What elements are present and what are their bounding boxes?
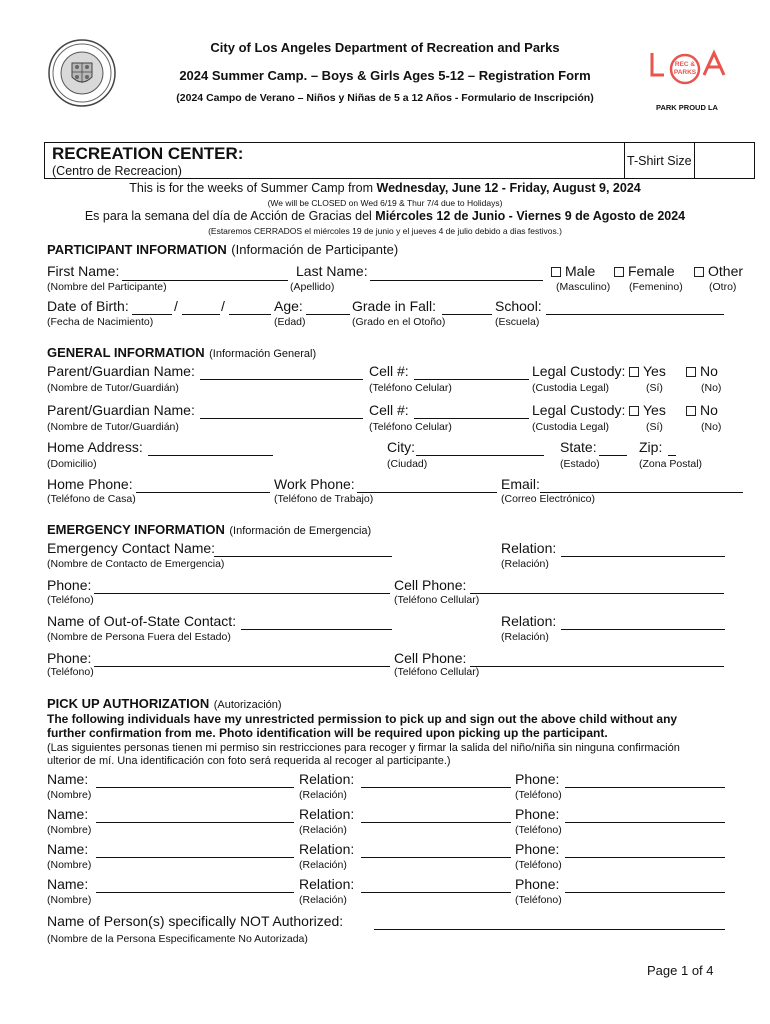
- guardian1-cell-label-es: (Teléfono Celular): [369, 382, 452, 394]
- pickup4-phone-label-es: (Teléfono): [515, 894, 562, 906]
- home-address-label-es: (Domicilio): [47, 458, 97, 470]
- female-label-es: (Femenino): [629, 281, 683, 293]
- pickup4-phone-label: Phone:: [515, 876, 560, 892]
- camp-closed-note: (We will be CLOSED on Wed 6/19 & Thur 7/4 due to Holidays): [267, 198, 503, 208]
- not-authorized-field[interactable]: [374, 929, 725, 930]
- pickup-statement-es-2: ulterior de mí. Una identificación con foto será requerida al recoger al participante.): [47, 755, 451, 767]
- oos-contact-label-es: (Nombre de Persona Fuera del Estado): [47, 631, 231, 643]
- pickup4-name-label: Name:: [47, 876, 89, 892]
- guardian2-yes-checkbox[interactable]: [629, 406, 639, 416]
- form-org-title: City of Los Angeles Department of Recreation and Parks: [210, 40, 560, 55]
- female-option[interactable]: Female: [614, 263, 675, 279]
- zip-label: Zip:: [639, 439, 663, 455]
- dob-slash-2: /: [221, 298, 225, 314]
- pickup2-relation-label: Relation:: [299, 806, 355, 822]
- pickup3-relation-field[interactable]: [361, 857, 511, 858]
- oos-relation-label-es: (Relación): [501, 631, 549, 643]
- grade-label-es: (Grado en el Otoño): [352, 316, 446, 328]
- home-phone-label: Home Phone:: [47, 476, 133, 492]
- pickup2-name-label-es: (Nombre): [47, 824, 92, 836]
- pickup-section-heading: PICK UP AUTHORIZATION (Autorización): [47, 696, 282, 711]
- oos-cell-label-es: (Teléfono Cellular): [394, 666, 480, 678]
- oos-contact-field[interactable]: [241, 629, 392, 630]
- guardian1-no-checkbox[interactable]: [686, 367, 696, 377]
- work-phone-label-es: (Teléfono de Trabajo): [274, 493, 374, 505]
- emergency-relation-label-es: (Relación): [501, 558, 549, 570]
- pickup1-relation-label: Relation:: [299, 771, 355, 787]
- pickup1-relation-label-es: (Relación): [299, 789, 347, 801]
- guardian2-no-es: (No): [701, 421, 722, 433]
- pickup3-phone-field[interactable]: [565, 857, 725, 858]
- emergency-cell-label: Cell Phone:: [394, 577, 467, 593]
- last-name-field[interactable]: [370, 280, 543, 281]
- zip-field[interactable]: [668, 455, 676, 456]
- oos-relation-field[interactable]: [561, 629, 725, 630]
- pickup3-name-label: Name:: [47, 841, 89, 857]
- state-label: State:: [560, 439, 597, 455]
- guardian1-custody-yes[interactable]: Yes: [629, 363, 666, 379]
- pickup1-phone-label: Phone:: [515, 771, 560, 787]
- dob-year-field[interactable]: [229, 314, 271, 315]
- grade-field[interactable]: [442, 314, 492, 315]
- age-label-es: (Edad): [274, 316, 306, 328]
- other-label-es: (Otro): [709, 281, 737, 293]
- pickup3-phone-label: Phone:: [515, 841, 560, 857]
- emergency-relation-field[interactable]: [561, 556, 725, 557]
- pickup4-phone-field[interactable]: [565, 892, 725, 893]
- other-option[interactable]: Other: [694, 263, 743, 279]
- pickup2-relation-field[interactable]: [361, 822, 511, 823]
- guardian2-yes-es: (Sí): [646, 421, 663, 433]
- pickup1-name-label-es: (Nombre): [47, 789, 92, 801]
- other-checkbox[interactable]: [694, 267, 704, 277]
- oos-cell-label: Cell Phone:: [394, 650, 467, 666]
- oos-phone-label-es: (Teléfono): [47, 666, 94, 678]
- pickup3-phone-label-es: (Teléfono): [515, 859, 562, 871]
- guardian2-cell-label: Cell #:: [369, 402, 409, 418]
- city-label-es: (Ciudad): [387, 458, 428, 470]
- pickup3-relation-label-es: (Relación): [299, 859, 347, 871]
- form-title-es: (2024 Campo de Verano – Niños y Niñas de 5 a 12 Años - Formulario de Inscripción): [176, 92, 594, 104]
- form-title: 2024 Summer Camp. – Boys & Girls Ages 5-12 – Registration Form: [179, 68, 591, 83]
- pickup4-relation-label-es: (Relación): [299, 894, 347, 906]
- camp-weeks-text: This is for the weeks of Summer Camp from Wednesday, June 12 - Friday, August 9, 2024: [129, 181, 641, 195]
- last-name-label-es: (Apellido): [290, 281, 335, 293]
- recreation-center-label-es: (Centro de Recreacion): [52, 164, 182, 178]
- camp-weeks-text-es: Es para la semana del día de Acción de Gracias del Miércoles 12 de Junio - Viernes 9 de Agosto de 2024: [84, 209, 686, 223]
- rec-parks-la-logo: [648, 49, 730, 95]
- pickup1-phone-field[interactable]: [565, 787, 725, 788]
- dob-month-field[interactable]: [132, 314, 172, 315]
- guardian2-custody-no[interactable]: No: [686, 402, 718, 418]
- work-phone-label: Work Phone:: [274, 476, 355, 492]
- guardian2-name-label: Parent/Guardian Name:: [47, 402, 195, 418]
- grade-label: Grade in Fall:: [352, 298, 437, 314]
- pickup2-phone-label: Phone:: [515, 806, 560, 822]
- guardian1-name-label-es: (Nombre de Tutor/Guardián): [47, 382, 179, 394]
- pickup1-relation-field[interactable]: [361, 787, 511, 788]
- emergency-contact-label-es: (Nombre de Contacto de Emergencia): [47, 558, 225, 570]
- emergency-phone-label-es: (Teléfono): [47, 594, 94, 606]
- school-label-es: (Escuela): [495, 316, 540, 328]
- pickup1-phone-label-es: (Teléfono): [515, 789, 562, 801]
- guardian1-custody-label-es: (Custodia Legal): [532, 382, 610, 394]
- pickup2-phone-label-es: (Teléfono): [515, 824, 562, 836]
- oos-phone-field[interactable]: [94, 666, 390, 667]
- home-phone-label-es: (Teléfono de Casa): [47, 493, 136, 505]
- guardian1-cell-label: Cell #:: [369, 363, 409, 379]
- guardian2-cell-field[interactable]: [414, 418, 529, 419]
- first-name-label: First Name:: [47, 263, 120, 279]
- female-checkbox[interactable]: [614, 267, 624, 277]
- pickup2-relation-label-es: (Relación): [299, 824, 347, 836]
- tshirt-size-label: T-Shirt Size: [627, 154, 692, 168]
- pickup4-name-field[interactable]: [96, 892, 294, 893]
- dob-day-field[interactable]: [182, 314, 220, 315]
- city-field[interactable]: [416, 455, 544, 456]
- logo-line1: REC &: [674, 61, 696, 68]
- guardian1-name-label: Parent/Guardian Name:: [47, 363, 195, 379]
- pickup3-relation-label: Relation:: [299, 841, 355, 857]
- home-address-field[interactable]: [148, 455, 273, 456]
- pickup-statement-2: further confirmation from me. Photo identification will be required upon picking up the participant.: [47, 726, 608, 740]
- email-label-es: (Correo Electrónico): [501, 493, 595, 505]
- state-field[interactable]: [599, 455, 627, 456]
- emergency-contact-field[interactable]: [214, 556, 392, 557]
- participant-section-heading: PARTICIPANT INFORMATION (Información de Participante): [47, 242, 399, 257]
- first-name-label-es: (Nombre del Participante): [47, 281, 167, 293]
- page-number: Page 1 of 4: [647, 963, 714, 978]
- guardian2-custody-label: Legal Custody:: [532, 402, 626, 418]
- male-label-es: (Masculino): [556, 281, 611, 293]
- guardian2-no-checkbox[interactable]: [686, 406, 696, 416]
- pickup4-name-label-es: (Nombre): [47, 894, 92, 906]
- pickup1-name-field[interactable]: [96, 787, 294, 788]
- pickup3-name-label-es: (Nombre): [47, 859, 92, 871]
- emergency-phone-field[interactable]: [94, 593, 390, 594]
- guardian1-name-field[interactable]: [200, 379, 363, 380]
- emergency-cell-label-es: (Teléfono Cellular): [394, 594, 480, 606]
- recreation-center-label: RECREATION CENTER:: [52, 144, 244, 163]
- guardian1-yes-checkbox[interactable]: [629, 367, 639, 377]
- not-authorized-label: Name of Person(s) specifically NOT Authorized:: [47, 913, 344, 929]
- pickup1-name-label: Name:: [47, 771, 89, 787]
- age-field[interactable]: [306, 314, 350, 315]
- city-label: City:: [387, 439, 415, 455]
- guardian1-custody-no[interactable]: No: [686, 363, 718, 379]
- guardian1-yes-es: (Sí): [646, 382, 663, 394]
- emergency-phone-label: Phone:: [47, 577, 92, 593]
- guardian2-custody-yes[interactable]: Yes: [629, 402, 666, 418]
- guardian1-cell-field[interactable]: [414, 379, 529, 380]
- home-address-label: Home Address:: [47, 439, 143, 455]
- general-section-heading: GENERAL INFORMATION (Información General): [47, 345, 317, 360]
- pickup4-relation-field[interactable]: [361, 892, 511, 893]
- guardian2-custody-label-es: (Custodia Legal): [532, 421, 610, 433]
- age-label: Age:: [274, 298, 303, 314]
- camp-closed-note-es: (Estaremos CERRADOS el miércoles 19 de junio y el jueves 4 de julio debido a dias festivos.): [208, 226, 562, 236]
- zip-label-es: (Zona Postal): [639, 458, 703, 470]
- oos-relation-label: Relation:: [501, 613, 557, 629]
- pickup2-phone-field[interactable]: [565, 822, 725, 823]
- school-label: School:: [495, 298, 542, 314]
- dob-label: Date of Birth:: [47, 298, 129, 314]
- school-field[interactable]: [546, 314, 724, 315]
- guardian2-cell-label-es: (Teléfono Celular): [369, 421, 452, 433]
- not-authorized-label-es: (Nombre de la Persona Especificamente No Autorizada): [47, 933, 308, 945]
- pickup3-name-field[interactable]: [96, 857, 294, 858]
- pickup2-name-label: Name:: [47, 806, 89, 822]
- emergency-contact-label: Emergency Contact Name:: [47, 540, 216, 556]
- male-checkbox[interactable]: [551, 267, 561, 277]
- guardian2-name-label-es: (Nombre de Tutor/Guardián): [47, 421, 179, 433]
- pickup-statement-es-1: (Las siguientes personas tienen mi permiso sin restricciones para recoger y firmar la salida del niño/niña sin ninguna confirmación: [47, 742, 680, 754]
- guardian1-no-es: (No): [701, 382, 722, 394]
- emergency-section-heading: EMERGENCY INFORMATION (Información de Emergencia): [47, 522, 372, 537]
- logo-line2: PARKS: [673, 69, 697, 76]
- guardian1-custody-label: Legal Custody:: [532, 363, 626, 379]
- male-option[interactable]: Male: [551, 263, 595, 279]
- oos-phone-label: Phone:: [47, 650, 92, 666]
- emergency-relation-label: Relation:: [501, 540, 557, 556]
- state-label-es: (Estado): [560, 458, 600, 470]
- pickup2-name-field[interactable]: [96, 822, 294, 823]
- logo-tagline: PARK PROUD LA: [656, 103, 718, 112]
- email-label: Email:: [501, 476, 540, 492]
- home-phone-field[interactable]: [136, 492, 270, 493]
- dob-label-es: (Fecha de Nacimiento): [47, 316, 154, 328]
- oos-contact-label: Name of Out-of-State Contact:: [47, 613, 237, 629]
- last-name-label: Last Name:: [296, 263, 368, 279]
- oos-cell-field[interactable]: [470, 666, 724, 667]
- pickup-statement-1: The following individuals have my unrestricted permission to pick up and sign out the above child without any: [47, 712, 678, 726]
- pickup4-relation-label: Relation:: [299, 876, 355, 892]
- guardian2-name-field[interactable]: [200, 418, 363, 419]
- emergency-cell-field[interactable]: [470, 593, 724, 594]
- work-phone-field[interactable]: [357, 492, 497, 493]
- dob-slash-1: /: [174, 298, 178, 314]
